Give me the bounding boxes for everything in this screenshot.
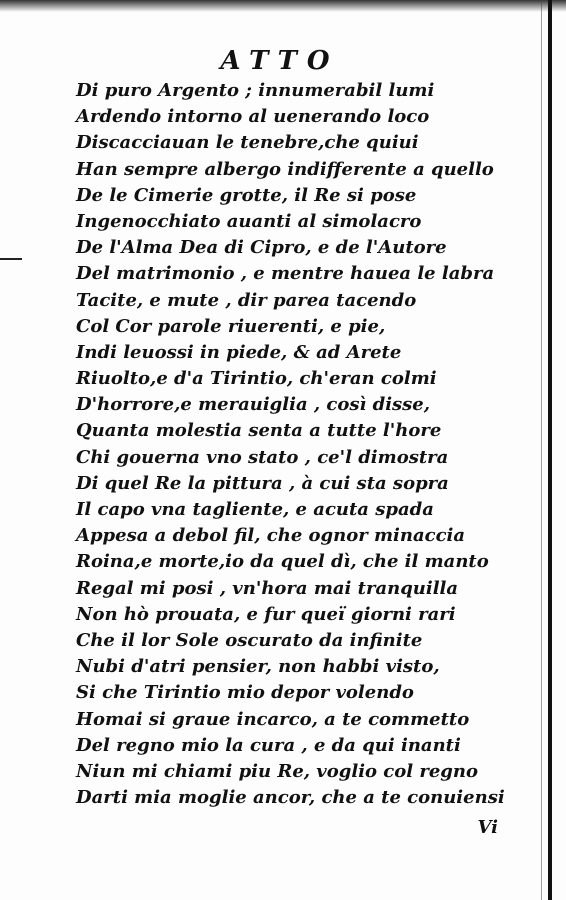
verse-line: Roina,e morte,io da quel dì, che il manto bbox=[76, 551, 489, 573]
verse-line: Discacciauan le tenebre,che quiui bbox=[76, 132, 419, 154]
running-head: ATTO bbox=[220, 46, 340, 76]
verse-line: Indi leuossi in piede, & ad Arete bbox=[76, 341, 402, 363]
catchword: Vi bbox=[477, 817, 498, 838]
verse-line: Del matrimonio , e mentre hauea le labra bbox=[76, 263, 495, 285]
verse-line: Ingenocchiato auanti al simolacro bbox=[76, 210, 422, 232]
verse-line: Riuolto,e d'a Tirintio, ch'eran colmi bbox=[76, 368, 437, 390]
verse-line: Regal mi posi , vn'hora mai tranquilla bbox=[76, 577, 459, 599]
verse-line: Quanta molestia senta a tutte l'hore bbox=[76, 420, 442, 442]
verse-line: Ardendo intorno al uenerando loco bbox=[76, 106, 430, 128]
verse-line: Del regno mio la cura , e da qui inanti bbox=[76, 734, 461, 756]
verse-line: Col Cor parole riuerenti, e pie, bbox=[76, 315, 386, 337]
left-margin-mark bbox=[0, 258, 22, 260]
verse-line: Di puro Argento ; innumerabil lumi bbox=[76, 80, 435, 101]
verse-line: Il capo vna tagliente, e acuta spada bbox=[76, 499, 434, 520]
verse-line: Han sempre albergo indifferente a quello bbox=[76, 158, 494, 180]
page-right-binding-edge bbox=[548, 0, 552, 900]
verse-line: De le Cimerie grotte, il Re si pose bbox=[76, 184, 417, 206]
verse-text-block bbox=[76, 78, 505, 811]
verse-line: Di quel Re la pittura , à cui sta sopra bbox=[76, 472, 449, 494]
verse-line: Homai si graue incarco, a te commetto bbox=[76, 708, 470, 730]
verse-line: Nubi d'atri pensier, non habbi visto, bbox=[76, 656, 440, 678]
verse-line: Niun mi chiami piu Re, voglio col regno bbox=[76, 760, 478, 782]
verse-line: De l'Alma Dea di Cipro, e de l'Autore bbox=[76, 237, 447, 259]
verse-line: Si che Tirintio mio depor volendo bbox=[76, 682, 414, 704]
verse-line: Che il lor Sole oscurato da infinite bbox=[76, 629, 423, 651]
verse-line: Tacite, e mute , dir parea tacendo bbox=[76, 289, 417, 311]
verse-line: D'horrore,e merauiglia , così disse, bbox=[76, 394, 431, 416]
verse-line: Chi gouerna vno stato , ce'l dimostra bbox=[76, 446, 449, 468]
verse-line: Non hò prouata, e fur queï giorni rari bbox=[76, 603, 456, 625]
verse-line: Darti mia moglie ancor, che a te conuiensi bbox=[76, 787, 505, 809]
verse-line: Appesa a debol fil, che ognor minaccia bbox=[76, 525, 466, 547]
page-top-edge-shadow bbox=[0, 0, 566, 12]
page-right-fold-line bbox=[541, 0, 542, 900]
